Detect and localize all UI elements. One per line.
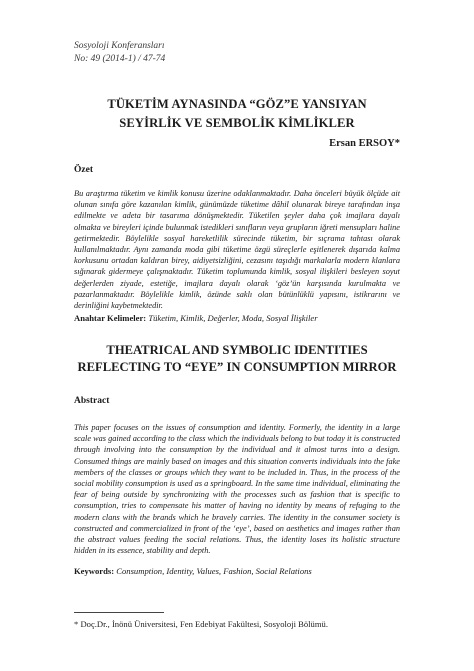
english-keywords — [74, 566, 400, 577]
ozet-heading: Özet — [74, 165, 93, 175]
footnote-divider — [74, 612, 164, 613]
abstract-text: This paper focuses on the issues of consumption and identity. Formerly, the identity in a large scale was gained according to the class which the individuals belong to but today it is constructed through involving into the consumption by the individual and it almost turns into a design. Consumed things are mainly based on images and this situation converts individuals into the fake members of the classes or groups which they want to be included in. Thus, in the process of the social mobility consumption is used as a springboard. In the same time individual, eliminating the fear of being outside by synchronizing with the processes such as fashion that is specific to consumption, tries to compensate his matter of having no identity by means of refuging to the modern clans with the brands which he bravely carries. The identity in the consumer society is constructed and commercialized in front of the ‘eye’, based on aesthetics and images rather than the abstract values feeding the social relations. Thus, the identity loses its holistic structure hidden in its essence, stability and depth. — [74, 423, 400, 556]
abstract-heading: Abstract — [74, 396, 110, 406]
english-title-line-1: THEATRICAL AND SYMBOLIC IDENTITIES — [106, 343, 368, 357]
english-title-line-2: REFLECTING TO “EYE” IN CONSUMPTION MIRROR — [77, 360, 397, 374]
ozet-text: Bu araştırma tüketim ve kimlik konusu üzerine odaklanmaktadır. Daha önceleri büyük ölçüde ait olunan sınıfa göre kazanılan kimlik, günümüzde tüketime dâhil olunarak bireye tarafından inşa edilmekte ve adeta bir tasarıma dönüşmektedir. Tüketilen şeyler daha çok imajlara dayalı olmakta ve bireyleri içinde bulunmak istedikleri sınıfların veya grupların iğreti mensupları haline getirmektedir. Böylelikle sosyal hareketlilik sürecinde tüketim, bir sıçrama tahtası olarak kullanılmaktadır. Aynı zamanda moda gibi tüketime özgü süreçlerle eşitlenerek dışarıda kalma korkusunu ortadan kaldıran birey, aidiyetsizliğini, cezasını taşıdığı markalarla modern klanlara sığınarak gidermeye çalışmaktadır. Tüketim toplumunda kimlik, sosyal ilişkileri besleyen soyut değerlerden ziyade, estetiğe, imajlara dayalı olarak ‘göz’ün karşısında kurulmakta ve pazarlanmaktadır. Böylelikle kimlik, özünde saklı olan bütünlüklü yapısını, istikrarını ve derinliğini kaybetmektedir. — [74, 189, 400, 311]
journal-name: Sosyoloji Konferansları — [74, 41, 165, 51]
journal-issue: No: 49 (2014-1) / 47-74 — [74, 54, 166, 64]
turkish-keywords-label: Anahtar Kelimeler: — [74, 313, 147, 323]
turkish-title-line-2: SEYİRLİK VE SEMBOLİK KİMLİKLER — [119, 116, 355, 130]
english-keywords-label: Keywords: — [74, 566, 115, 576]
turkish-keywords — [74, 313, 400, 324]
english-title — [74, 342, 400, 376]
english-keywords-text: Consumption, Identity, Values, Fashion, Social Relations — [116, 566, 312, 576]
footnote: * Doç.Dr., İnönü Üniversitesi, Fen Edebiyat Fakültesi, Sosyoloji Bölümü. — [74, 619, 328, 629]
turkish-keywords-text: Tüketim, Kimlik, Değerler, Moda, Sosyal İlişkiler — [148, 313, 318, 323]
turkish-title — [74, 95, 400, 133]
turkish-title-line-1: TÜKETİM AYNASINDA “GÖZ”E YANSIYAN — [107, 97, 367, 111]
journal-header — [74, 40, 165, 66]
author-name: Ersan ERSOY* — [329, 138, 400, 149]
